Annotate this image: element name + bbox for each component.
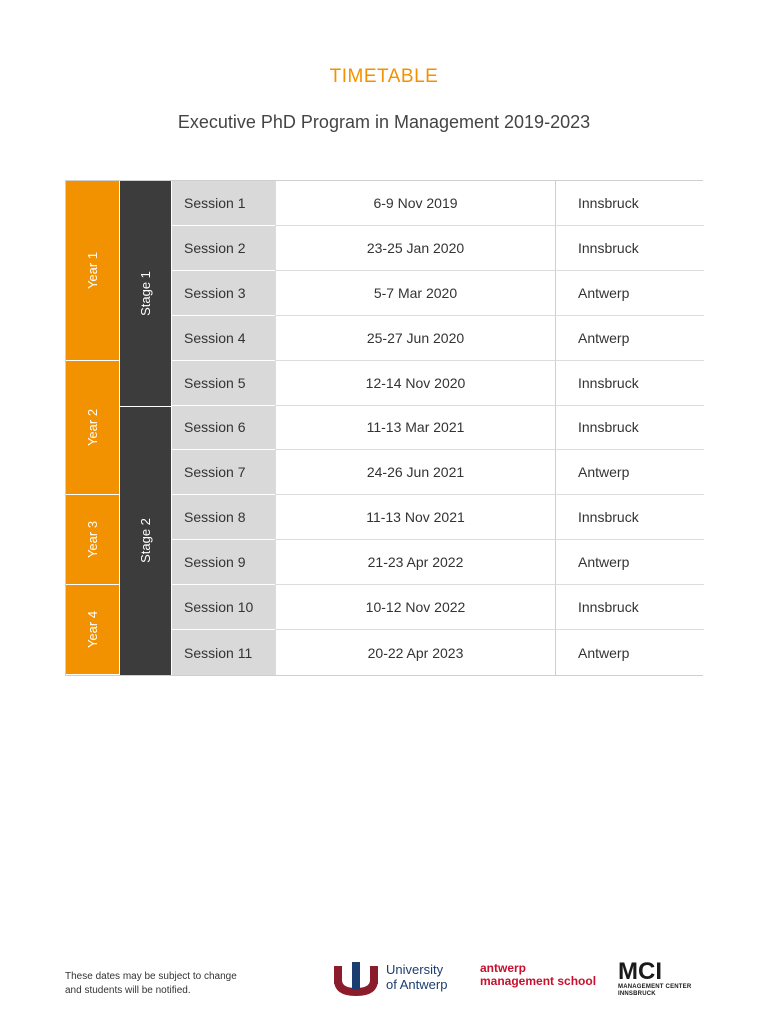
year-label-text: Year 1	[84, 251, 100, 289]
university-of-antwerp-logo	[330, 958, 470, 998]
session-date: 23-25 Jan 2020	[275, 226, 555, 271]
session-name: Session 2	[171, 226, 275, 271]
session-name: Session 9	[171, 540, 275, 585]
timetable	[65, 180, 703, 676]
session-name: Session 7	[171, 450, 275, 495]
year-label-text: Year 4	[84, 611, 100, 649]
session-name: Session 1	[171, 181, 275, 226]
session-name: Session 10	[171, 585, 275, 630]
session-location: Antwerp	[555, 630, 704, 675]
ams-line2: management school	[480, 974, 597, 988]
ua-line1: University	[386, 962, 444, 977]
stage-label-2	[119, 406, 171, 675]
stage-label-1	[119, 181, 171, 406]
session-location: Innsbruck	[555, 585, 704, 630]
mci-logo	[618, 960, 708, 998]
year-label-4	[66, 585, 119, 675]
footer-note-line1: These dates may be subject to change	[65, 971, 237, 982]
session-location: Antwerp	[555, 316, 704, 361]
session-date: 20-22 Apr 2023	[275, 630, 555, 675]
session-name: Session 5	[171, 361, 275, 406]
session-date: 12-14 Nov 2020	[275, 361, 555, 406]
session-name: Session 4	[171, 316, 275, 361]
mci-main: MCI	[618, 958, 662, 985]
session-location: Innsbruck	[555, 361, 704, 406]
year-label-3	[66, 495, 119, 585]
session-location: Innsbruck	[555, 406, 704, 451]
year-label-1	[66, 181, 119, 361]
partner-logos	[330, 958, 710, 1002]
footer-note-line2: and students will be notified.	[65, 985, 191, 996]
stage-label-text: Stage 1	[137, 270, 153, 316]
mci-sub2: INNSBRUCK	[618, 991, 656, 997]
antwerp-management-school-logo	[480, 962, 610, 988]
session-location: Innsbruck	[555, 226, 704, 271]
session-name: Session 6	[171, 406, 275, 451]
session-date: 24-26 Jun 2021	[275, 450, 555, 495]
session-name: Session 3	[171, 271, 275, 316]
ams-line1: antwerp	[480, 961, 527, 975]
session-date: 6-9 Nov 2019	[275, 181, 555, 226]
page-title: TIMETABLE	[329, 66, 439, 87]
session-location: Antwerp	[555, 450, 704, 495]
session-name: Session 11	[171, 630, 275, 675]
mci-sub1: MANAGEMENT CENTER	[618, 984, 692, 990]
page-subtitle: Executive PhD Program in Management 2019-2023	[177, 112, 591, 132]
session-location: Innsbruck	[555, 495, 704, 540]
footer-note	[65, 970, 237, 998]
session-location: Antwerp	[555, 540, 704, 585]
session-name: Session 8	[171, 495, 275, 540]
session-date: 11-13 Mar 2021	[275, 406, 555, 451]
session-date: 11-13 Nov 2021	[275, 495, 555, 540]
ua-emblem-icon	[330, 958, 382, 998]
session-date: 5-7 Mar 2020	[275, 271, 555, 316]
session-date: 21-23 Apr 2022	[275, 540, 555, 585]
year-label-text: Year 3	[84, 521, 100, 559]
year-label-2	[66, 361, 119, 496]
stage-label-text: Stage 2	[137, 518, 153, 564]
session-location: Innsbruck	[555, 181, 704, 226]
year-label-text: Year 2	[84, 408, 100, 447]
session-location: Antwerp	[555, 271, 704, 316]
session-date: 10-12 Nov 2022	[275, 585, 555, 630]
ua-line2: of Antwerp	[386, 977, 448, 992]
session-date: 25-27 Jun 2020	[275, 316, 555, 361]
